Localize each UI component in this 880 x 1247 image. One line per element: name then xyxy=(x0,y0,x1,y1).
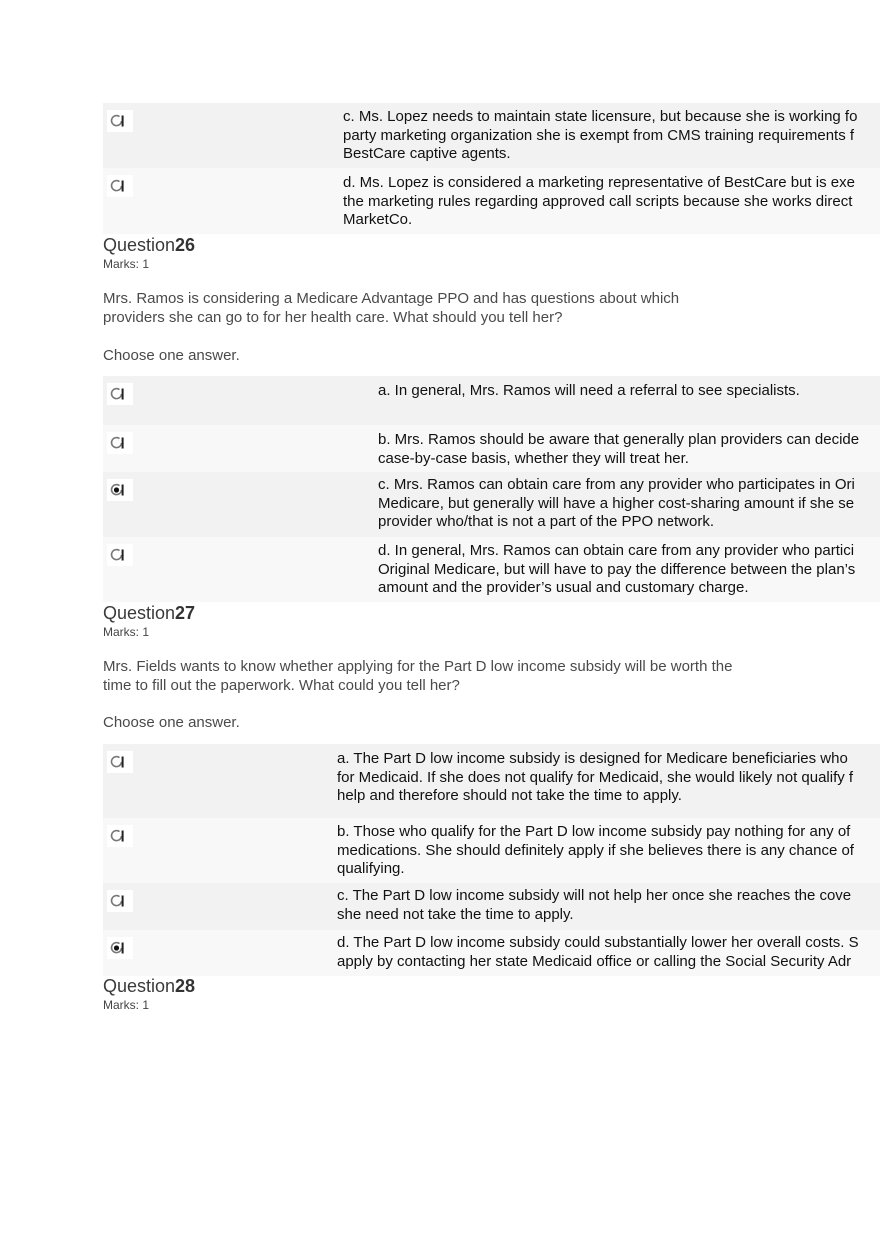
radio-unchecked-icon[interactable] xyxy=(107,751,133,773)
answer-option-text: d. Ms. Lopez is considered a marketing representative of BestCare but is exe the marketing rules regarding approved call scripts because she works direct MarketCo. xyxy=(343,174,855,228)
radio-checked-icon[interactable] xyxy=(107,937,133,959)
radio-unchecked-icon[interactable] xyxy=(107,110,133,132)
answer-option-text: a. The Part D low income subsidy is designed for Medicare beneficiaries who for Medicaid. If she does not qualify for Medicaid, she would likely not qualify f help and therefore should not take the time to apply. xyxy=(337,750,854,804)
answer-option-text: c. Mrs. Ramos can obtain care from any provider who participates in Ori Medicare, but generally will have a higher cost-sharing amount if she se provider who/that is not a part of the PPO network. xyxy=(378,476,855,530)
answer-option-text: c. Ms. Lopez needs to maintain state licensure, but because she is working fo party marketing organization she is exempt from CMS training requirements f BestCare captive agents. xyxy=(343,108,858,162)
answer-option-text: c. The Part D low income subsidy will not help her once she reaches the cove she need not take the time to apply. xyxy=(337,887,852,923)
answer-option-b[interactable] xyxy=(103,425,880,472)
radio-unchecked-icon[interactable] xyxy=(107,383,133,405)
answer-option-d[interactable] xyxy=(103,930,880,976)
answer-option-d[interactable] xyxy=(103,537,880,602)
question-26-options xyxy=(103,376,880,602)
answer-option-text: a. In general, Mrs. Ramos will need a referral to see specialists. xyxy=(378,382,800,399)
answer-option-c[interactable] xyxy=(103,103,880,168)
question-heading: Question28 xyxy=(103,976,196,996)
choose-instruction: Choose one answer. xyxy=(103,347,240,364)
radio-unchecked-icon[interactable] xyxy=(107,544,133,566)
answer-option-c[interactable] xyxy=(103,883,880,930)
answer-option-text: d. In general, Mrs. Ramos can obtain care from any provider who partici Original Medicare, but will have to pay the difference between the plan’s amount and the provider’s usual and customary charge. xyxy=(378,542,856,596)
answer-option-text: b. Those who qualify for the Part D low income subsidy pay nothing for any of medications. She should definitely apply if she believes there is any chance of qualifying. xyxy=(337,823,854,877)
answer-option-a[interactable] xyxy=(103,744,880,818)
answer-option-d[interactable] xyxy=(103,168,880,234)
radio-unchecked-icon[interactable] xyxy=(107,432,133,454)
question-27-options xyxy=(103,744,880,976)
radio-checked-icon[interactable] xyxy=(107,479,133,501)
answer-option-text: d. The Part D low income subsidy could substantially lower her overall costs. S apply by contacting her state Medicaid office or calling the Social Security Adr xyxy=(337,934,859,970)
question-text: Mrs. Fields wants to know whether applying for the Part D low income subsidy will be worth the time to fill out the paperwork. What could you tell her? xyxy=(103,658,733,694)
choose-instruction: Choose one answer. xyxy=(103,714,240,731)
question-text: Mrs. Ramos is considering a Medicare Advantage PPO and has questions about which providers she can go to for her health care. What should you tell her? xyxy=(103,290,680,326)
question-marks: Marks: 1 xyxy=(103,625,150,639)
answer-option-a[interactable] xyxy=(103,376,880,425)
radio-unchecked-icon[interactable] xyxy=(107,890,133,912)
question-heading: Question27 xyxy=(103,603,196,623)
answer-option-b[interactable] xyxy=(103,818,880,883)
radio-unchecked-icon[interactable] xyxy=(107,175,133,197)
question-marks: Marks: 1 xyxy=(103,998,150,1012)
answer-option-c[interactable] xyxy=(103,472,880,537)
question-marks: Marks: 1 xyxy=(103,257,150,271)
answer-option-text: b. Mrs. Ramos should be aware that generally plan providers can decide case-by-case basis, whether they will treat her. xyxy=(378,431,860,467)
question-25-options xyxy=(103,103,880,234)
radio-unchecked-icon[interactable] xyxy=(107,825,133,847)
question-heading: Question26 xyxy=(103,235,196,255)
